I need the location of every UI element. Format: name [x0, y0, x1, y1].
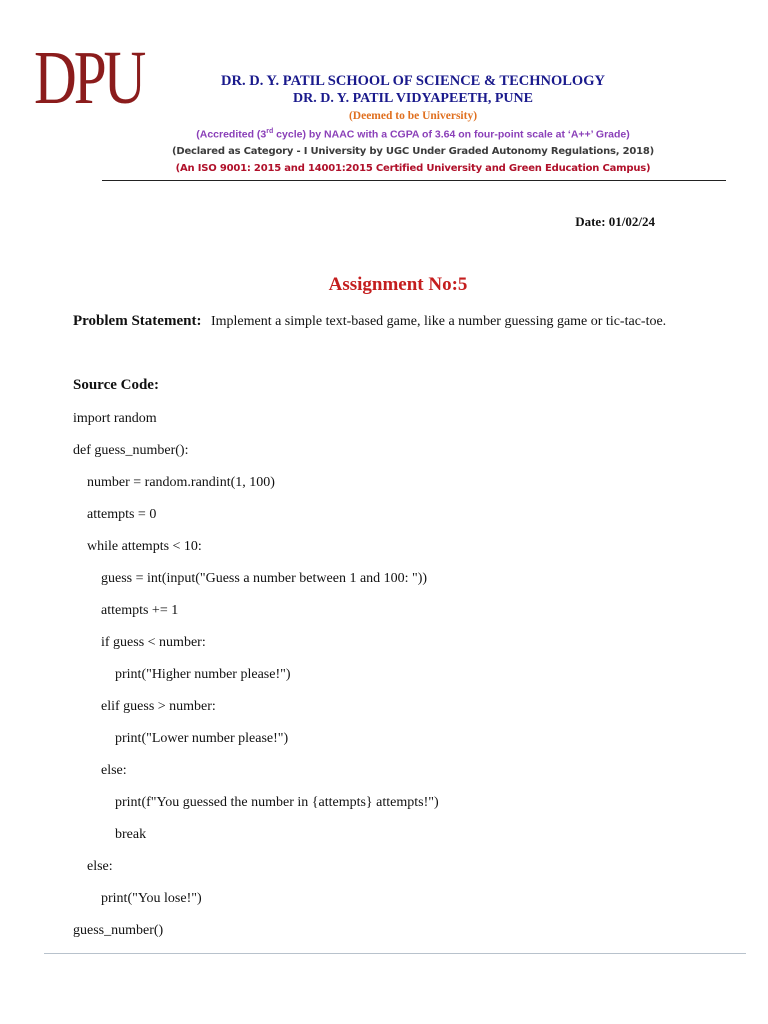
assignment-date: Date: 01/02/24 — [575, 214, 655, 229]
code-line: def guess_number(): — [73, 443, 189, 458]
assignment-title: Assignment No:5 — [328, 274, 468, 295]
code-line: guess = int(input("Guess a number between 1 and 100: ")) — [73, 571, 428, 586]
code-line: attempts += 1 — [73, 603, 179, 618]
header-divider — [102, 180, 726, 181]
source-code-block — [73, 409, 439, 953]
code-line: else: — [73, 859, 113, 874]
code-line: else: — [73, 763, 127, 778]
problem-statement-text: Implement a simple text-based game, like a number guessing game or tic-tac-toe. — [210, 314, 667, 329]
code-line: attempts = 0 — [73, 507, 157, 522]
university-logo — [34, 36, 158, 120]
school-name: DR. D. Y. PATIL SCHOOL OF SCIENCE & TECHNOLOGY — [221, 73, 605, 89]
code-line: guess_number() — [73, 923, 164, 938]
code-line: if guess < number: — [73, 635, 206, 650]
category-line: (Declared as Category - I University by UGC Under Graded Autonomy Regulations, 2018) — [171, 145, 655, 157]
code-line: print("You lose!") — [73, 891, 202, 906]
accreditation-sup: rd — [266, 128, 274, 135]
code-line: print("Lower number please!") — [73, 731, 289, 746]
accreditation-line — [150, 124, 676, 143]
problem-statement — [73, 313, 733, 330]
code-line: number = random.randint(1, 100) — [73, 475, 275, 490]
accreditation-pre: (Accredited (3 — [196, 128, 267, 141]
logo-text: DPU — [34, 36, 144, 120]
footer-divider — [44, 953, 746, 954]
code-line: import random — [73, 411, 157, 426]
deemed-status: (Deemed to be University) — [348, 110, 478, 122]
code-line: print("Higher number please!") — [73, 667, 291, 682]
code-line: break — [73, 827, 147, 842]
university-name: DR. D. Y. PATIL VIDYAPEETH, PUNE — [293, 91, 533, 106]
source-code-label: Source Code: — [73, 377, 159, 393]
code-line: while attempts < 10: — [73, 539, 202, 554]
accreditation-post: cycle) by NAAC with a CGPA of 3.64 on four-point scale at ‘A++’ Grade) — [273, 128, 630, 141]
code-line: elif guess > number: — [73, 699, 216, 714]
problem-statement-label: Problem Statement: — [73, 313, 202, 329]
iso-line: (An ISO 9001: 2015 and 14001:2015 Certified University and Green Education Campus) — [175, 162, 651, 174]
letterhead — [150, 72, 676, 177]
code-line: print(f"You guessed the number in {attempts} attempts!") — [73, 795, 439, 810]
